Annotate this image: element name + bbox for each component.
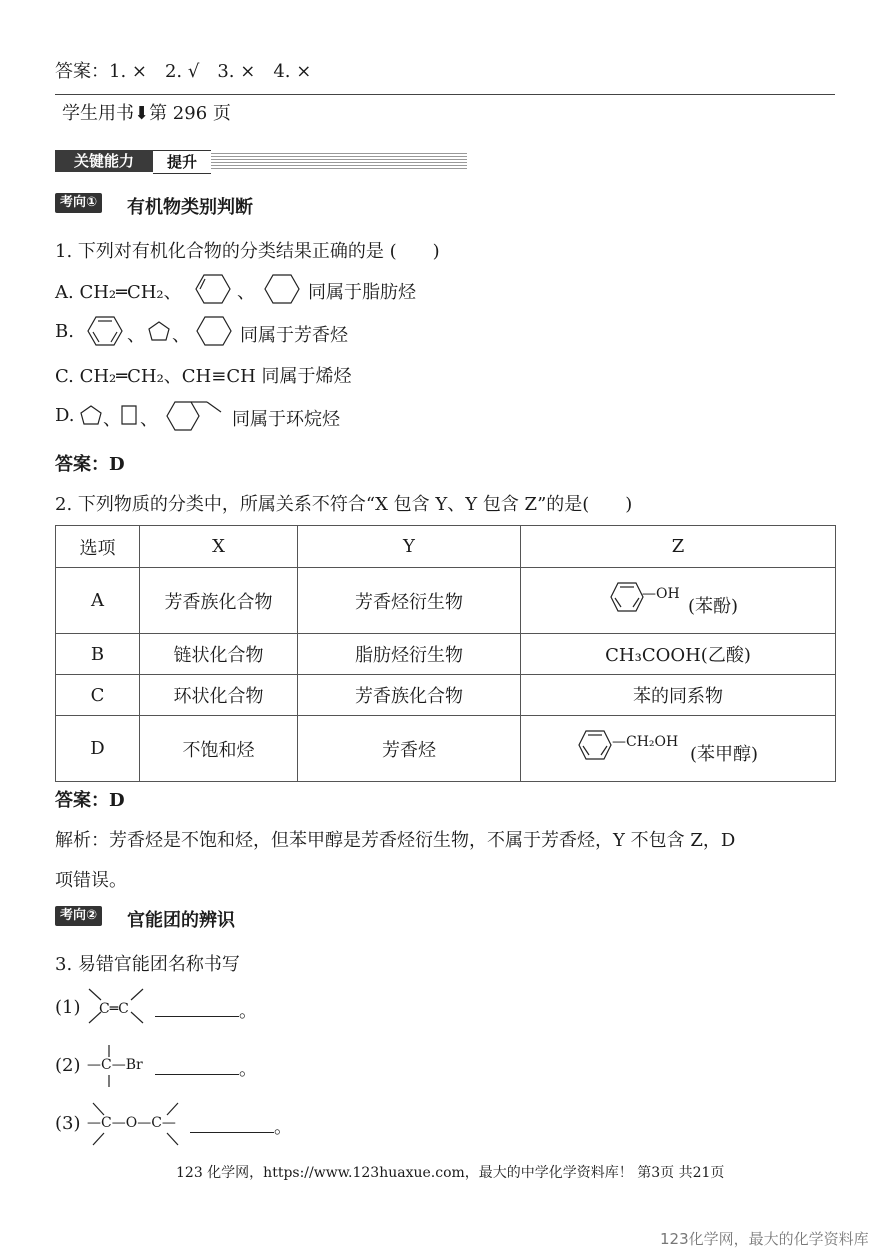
separator: 、 — [172, 325, 190, 346]
table-header-row — [56, 526, 836, 568]
option-b-suffix: 同属于芳香烃 — [240, 325, 348, 346]
benzene-structure — [610, 582, 644, 612]
option-d-suffix: 同属于环烷烃 — [232, 409, 340, 430]
question-1-stem: 1. 下列对有机化合物的分类结果正确的是 ( ) — [55, 241, 440, 262]
watermark: 123化学网，最大的化学资料库 — [660, 1230, 869, 1248]
topic-title: 官能团的辨识 — [127, 910, 235, 931]
table-cell: B — [56, 634, 140, 675]
table-cell: CH₃COOH(乙酸) — [521, 634, 836, 675]
table-cell: 芳香烃 — [298, 716, 521, 782]
table-cell — [521, 716, 836, 782]
phenol-note: (苯酚) — [688, 596, 739, 617]
benzene-structure — [578, 730, 612, 760]
book-reference: 学生用书⬇第 296 页 — [62, 103, 231, 124]
ether-formula: —C—O—C— — [87, 1115, 176, 1131]
table-cell: D — [56, 716, 140, 782]
separator: 、 — [103, 409, 121, 430]
table-cell: 芳香烃衍生物 — [298, 568, 521, 634]
answer-blank: 。 — [155, 1055, 257, 1081]
option-d-prefix: D. — [55, 405, 75, 426]
table-header: X — [140, 526, 298, 568]
topic-title: 有机物类别判断 — [127, 197, 253, 218]
cyclopentene-structure — [148, 321, 170, 341]
cyclopentane-structure — [80, 405, 102, 425]
cyclohexane-structure — [264, 273, 300, 305]
separator: 、 — [140, 409, 158, 430]
table-cell: 苯的同系物 — [521, 675, 836, 716]
table-row — [56, 675, 836, 716]
item-number: (1) — [55, 997, 81, 1018]
question-3-stem: 3. 易错官能团名称书写 — [55, 954, 240, 975]
table-row — [56, 716, 836, 782]
classification-table — [55, 525, 836, 782]
table-header: Z — [521, 526, 836, 568]
table-row — [56, 568, 836, 634]
benzyl-alcohol-note: (苯甲醇) — [690, 744, 759, 765]
table-cell: 脂肪烃衍生物 — [298, 634, 521, 675]
option-c: C. CH₂═CH₂、CH≡CH 同属于烯烃 — [55, 366, 352, 387]
separator: 、 — [127, 325, 145, 346]
topic-badge: 考向② — [55, 906, 102, 926]
question-2-analysis-cont: 项错误。 — [55, 870, 127, 891]
bromoalkane-formula: —C—Br — [87, 1057, 143, 1073]
divider — [55, 94, 835, 95]
table-row — [56, 634, 836, 675]
answer-blank: 。 — [155, 997, 257, 1023]
table-cell: 不饱和烃 — [140, 716, 298, 782]
table-cell — [521, 568, 836, 634]
option-b-prefix: B. — [55, 321, 74, 342]
hydroxymethyl-group: —CH₂OH — [612, 734, 679, 750]
section-tag-right: 提升 — [153, 150, 211, 174]
ethylcyclohexane-structure — [166, 398, 224, 434]
benzene-structure — [87, 315, 123, 347]
answer-blank: 。 — [190, 1113, 292, 1139]
page-footer: 123 化学网，https://www.123huaxue.com，最大的中学化学资料库！ 第3页 共21页 — [176, 1165, 725, 1181]
cyclohexane-structure — [196, 315, 232, 347]
item-number: (2) — [55, 1055, 81, 1076]
option-a-prefix: A. CH₂═CH₂、 — [55, 282, 182, 303]
table-header: 选项 — [56, 526, 140, 568]
separator: 、 — [237, 282, 255, 303]
section-tag-left: 关键能力 — [55, 150, 153, 172]
table-cell: A — [56, 568, 140, 634]
cyclohexene-structure — [195, 273, 231, 305]
question-2-analysis: 解析：芳香烃是不饱和烃，但苯甲醇是芳香烃衍生物，不属于芳香烃，Y 不包含 Z，D — [55, 830, 736, 851]
item-number: (3) — [55, 1113, 81, 1134]
option-a-suffix: 同属于脂肪烃 — [308, 282, 416, 303]
table-cell: C — [56, 675, 140, 716]
question-2-answer: 答案：D — [55, 790, 125, 811]
question-2-stem: 2. 下列物质的分类中，所属关系不符合“X 包含 Y、Y 包含 Z”的是( ) — [55, 494, 633, 515]
alkene-formula: C═C — [99, 1001, 129, 1017]
table-header: Y — [298, 526, 521, 568]
decorative-lines — [211, 153, 467, 169]
table-cell: 芳香族化合物 — [140, 568, 298, 634]
question-1-answer: 答案：D — [55, 454, 125, 475]
cyclobutane-structure — [121, 405, 137, 425]
topic-badge: 考向① — [55, 193, 102, 213]
top-answer: 答案：1. × 2. √ 3. × 4. × — [55, 61, 312, 82]
hydroxyl-group: —OH — [642, 586, 680, 602]
table-cell: 芳香族化合物 — [298, 675, 521, 716]
table-cell: 链状化合物 — [140, 634, 298, 675]
table-cell: 环状化合物 — [140, 675, 298, 716]
